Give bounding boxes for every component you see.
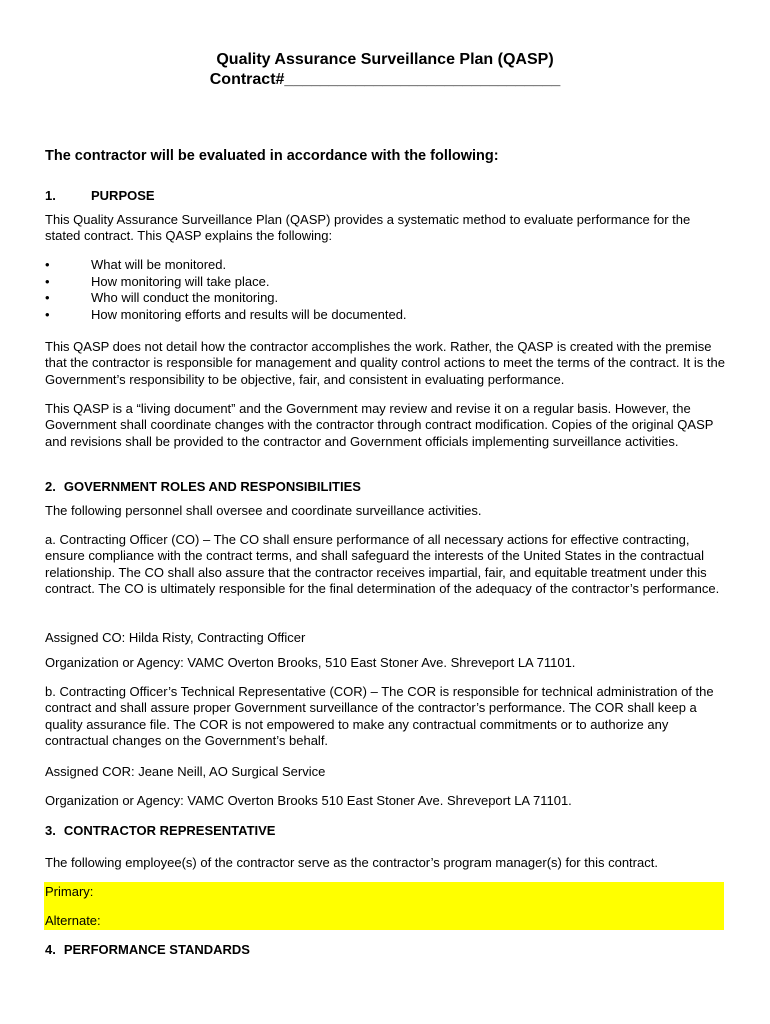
- list-item: • How monitoring efforts and results will be documented.: [45, 306, 407, 322]
- list-item: • What will be monitored.: [45, 257, 227, 272]
- section-number: 1.: [45, 188, 56, 203]
- purpose-paragraph-2: This QASP does not detail how the contractor accomplishes the work. Rather, the QASP is created with the premise that the contractor is responsible for management and quality control actions to meet the terms of the contract. It is the Government’s responsibility to be objective, fair, and consistent in evaluating performance.: [45, 339, 725, 387]
- assigned-cor: Assigned COR: Jeane Neill, AO Surgical Service: [45, 764, 326, 779]
- purpose-bullet-list: [45, 257, 725, 323]
- bullet-icon: •: [45, 290, 50, 306]
- section-contractor-rep-heading: [45, 823, 275, 839]
- contractor-rep-paragraph: The following employee(s) of the contractor serve as the contractor’s program manager(s) for this contract.: [45, 855, 658, 870]
- section-roles-heading: [45, 479, 361, 495]
- section-title: GOVERNMENT ROLES AND RESPONSIBILITIES: [63, 479, 361, 494]
- contract-number-line: Contract#_______________________________: [209, 71, 561, 88]
- intro-statement: The contractor will be evaluated in accordance with the following:: [45, 148, 499, 164]
- list-item: • Who will conduct the monitoring.: [45, 290, 279, 306]
- contracting-officer-paragraph: a. Contracting Officer (CO) – The CO shall ensure performance of all necessary actions for effective contracting, ensure compliance with the contract terms, and shall safeguard the interests of the United States in the contractual relationship. The CO shall also assure that the contractor receives impartial, fair, and equitable treatment under this contract. The CO is ultimately responsible for the final determination of the adequacy of the contractor’s performance.: [45, 532, 720, 597]
- primary-label: Primary:: [45, 884, 94, 899]
- co-organization: Organization or Agency: VAMC Overton Brooks, 510 East Stoner Ave. Shreveport LA 71101.: [45, 655, 576, 670]
- section-number: 4.: [45, 942, 56, 957]
- section-title: PURPOSE: [91, 188, 155, 203]
- bullet-icon: •: [45, 273, 50, 289]
- bullet-icon: •: [45, 306, 50, 322]
- cor-paragraph: b. Contracting Officer’s Technical Representative (COR) – The COR is responsible for technical administration of the contract and shall assure proper Government surveillance of the contractor’s performance. The COR shall keep a quality assurance file. The COR is not empowered to make any contractual commitments or to authorize any contractual changes on the Government’s behalf.: [45, 684, 714, 749]
- roles-paragraph-1: The following personnel shall oversee and coordinate surveillance activities.: [45, 503, 482, 518]
- purpose-paragraph-3: This QASP is a “living document” and the Government may review and revise it on a regular basis. However, the Government shall coordinate changes with the contractor through contract modification. Copies of the original QASP and revisions shall be provided to the contractor and Government officials implementing surveillance activities.: [45, 401, 714, 449]
- section-number: 3.: [45, 823, 56, 838]
- section-title: CONTRACTOR REPRESENTATIVE: [63, 823, 276, 838]
- section-purpose-heading: [45, 188, 155, 204]
- section-title: PERFORMANCE STANDARDS: [63, 942, 250, 957]
- section-number: 2.: [45, 479, 56, 494]
- alternate-label: Alternate:: [45, 913, 101, 928]
- purpose-paragraph-1: This Quality Assurance Surveillance Plan (QASP) provides a systematic method to evaluate performance for the stated contract. This QASP explains the following:: [45, 212, 691, 244]
- cor-organization: Organization or Agency: VAMC Overton Brooks 510 East Stoner Ave. Shreveport LA 71101.: [45, 793, 572, 808]
- highlighted-fields: [44, 882, 724, 930]
- assigned-co: Assigned CO: Hilda Risty, Contracting Officer: [45, 630, 306, 645]
- bullet-icon: •: [45, 257, 50, 272]
- document-title: Quality Assurance Surveillance Plan (QASP): [216, 51, 554, 68]
- section-performance-heading: [45, 942, 250, 958]
- list-item: • How monitoring will take place.: [45, 273, 270, 289]
